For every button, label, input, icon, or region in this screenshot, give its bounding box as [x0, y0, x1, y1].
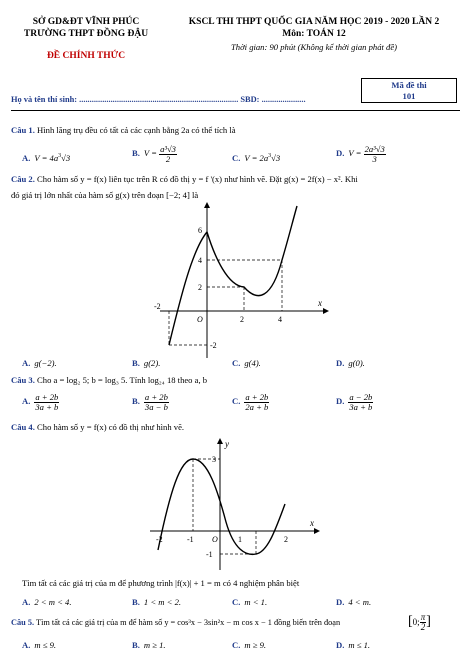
q5-option-d[interactable]: D. m ≤ 1.: [336, 640, 371, 650]
header-divider: [11, 110, 460, 111]
q2-tick-neg2x: -2: [154, 302, 161, 311]
q3-stem: Câu 3. Cho a = log₂ 5; b = log₃ 5. Tính log₂₄ 18 theo a, b: [11, 375, 208, 385]
q3-option-d[interactable]: D. $\frac{a - 2b}{3a + b}$: [336, 391, 373, 412]
q4-option-a[interactable]: A. 2 < m < 4.: [22, 597, 72, 607]
exam-code: 101: [402, 91, 416, 101]
q1-stem: Câu 1. Hình lăng trụ đều có tất cả các cạnh bằng 2a có thể tích là: [11, 125, 236, 135]
q4-y-arrow: [217, 438, 223, 444]
exam-title: KSCL THI THPT QUỐC GIA NĂM HỌC 2019 - 2020 LẦN 2: [188, 17, 440, 27]
q2-graph: [140, 200, 330, 358]
q2-tick-2y: 2: [198, 283, 202, 292]
q4-option-d[interactable]: D. 4 < m.: [336, 597, 372, 607]
exam-time: Thời gian: 90 phút (Không kể thời gian phát đề): [231, 42, 397, 52]
q2-tick-neg2y: -2: [210, 341, 217, 350]
q2-x-label: x: [318, 298, 322, 308]
q1-option-c[interactable]: C. $V = 2a^3√3$: [232, 152, 281, 163]
q5-option-b[interactable]: B. m ≥ 1.: [132, 640, 166, 650]
q4-guides: [193, 459, 256, 554]
q1-option-b[interactable]: B. V = $\frac{\text{a³√3}}{2}$: [132, 143, 176, 164]
candidate-line: Họ và tên thí sinh: ............................................................................ SBD: .....................: [11, 95, 306, 104]
official-label: ĐỀ CHÍNH THỨC: [46, 51, 126, 61]
q1-option-d[interactable]: D. V = $\frac{\text{2a³√3}}{3}$: [336, 143, 385, 164]
q5-stem: Câu 5. Tìm tất cả các giá trị của m để hàm số y = cos³x − 3sin²x − m cos x − 1 đồng biến trên đoạn: [11, 618, 341, 627]
q2-option-d[interactable]: D. g(0).: [336, 358, 365, 368]
q4-tick-neg2x: -2: [156, 535, 163, 544]
subject: Môn: TOÁN 12: [282, 29, 346, 39]
q2-y-arrow: [204, 202, 210, 208]
q1-option-a[interactable]: A. $V = 4a^3√3$: [22, 152, 71, 163]
q2-origin: O: [197, 315, 203, 324]
q4-tick-3y: 3: [212, 455, 216, 464]
q4-x-label: x: [310, 518, 314, 528]
q2-x-arrow: [323, 308, 329, 314]
q2-curve: [169, 206, 297, 345]
q2-tick-4y: 4: [198, 256, 202, 265]
q4-tick-neg1x: -1: [187, 535, 194, 544]
q2-stem-line2: đó giá trị lớn nhất của hàm số g(x) trên đoạn [−2; 4] là: [11, 190, 199, 200]
exam-code-box: [361, 78, 457, 103]
q2-tick-2x: 2: [240, 315, 244, 324]
q4-tick-1x: 1: [238, 535, 242, 544]
q2-tick-4x: 4: [278, 315, 282, 324]
dept-name: SỞ GD&ĐT VĨNH PHÚC: [32, 17, 140, 27]
q4-question: Tìm tất cả các giá trị của m để phương trình |f(x)| + 1 = m có 4 nghiệm phân biệt: [22, 578, 300, 588]
q4-tick-2x: 2: [284, 535, 288, 544]
q2-stem-line1: Câu 2. Cho hàm số y = f(x) liên tục trên R có đồ thị y = f '(x) như hình vẽ. Đặt g(x) = 2f(x) − x². Khi: [11, 174, 358, 184]
q5-option-a[interactable]: A. m ≤ 9.: [22, 640, 57, 650]
q4-curve: [158, 459, 285, 554]
q5-interval: [0; $\frac{\pi}{2}$ ]: [408, 612, 431, 633]
q2-option-c[interactable]: C. g(4).: [232, 358, 261, 368]
q4-y-label: y: [225, 439, 229, 449]
exam-code-label: Mã đề thi: [391, 80, 427, 90]
q3-option-b[interactable]: B. $\frac{a + 2b}{3a - b}$: [132, 391, 168, 412]
q4-tick-neg1y: -1: [206, 550, 213, 559]
q4-option-c[interactable]: C. m < 1.: [232, 597, 268, 607]
q5-option-c[interactable]: C. m ≥ 9.: [232, 640, 267, 650]
q2-tick-6y: 6: [198, 226, 202, 235]
q4-graph: [142, 432, 322, 572]
q2-option-b[interactable]: B. g(2).: [132, 358, 161, 368]
q3-option-c[interactable]: C. $\frac{a + 2b}{2a + b}$: [232, 391, 269, 412]
q4-x-arrow: [314, 528, 320, 534]
school-name: TRƯỜNG THPT ĐỒNG ĐẬU: [23, 29, 149, 39]
q4-origin: O: [212, 535, 218, 544]
q4-stem: Câu 4. Cho hàm số y = f(x) có đồ thị như hình vẽ.: [11, 422, 185, 432]
q3-option-a[interactable]: A. $\frac{a + 2b}{3a + b}$: [22, 391, 59, 412]
q2-option-a[interactable]: A. g(−2).: [22, 358, 57, 368]
q4-option-b[interactable]: B. 1 < m < 2.: [132, 597, 182, 607]
